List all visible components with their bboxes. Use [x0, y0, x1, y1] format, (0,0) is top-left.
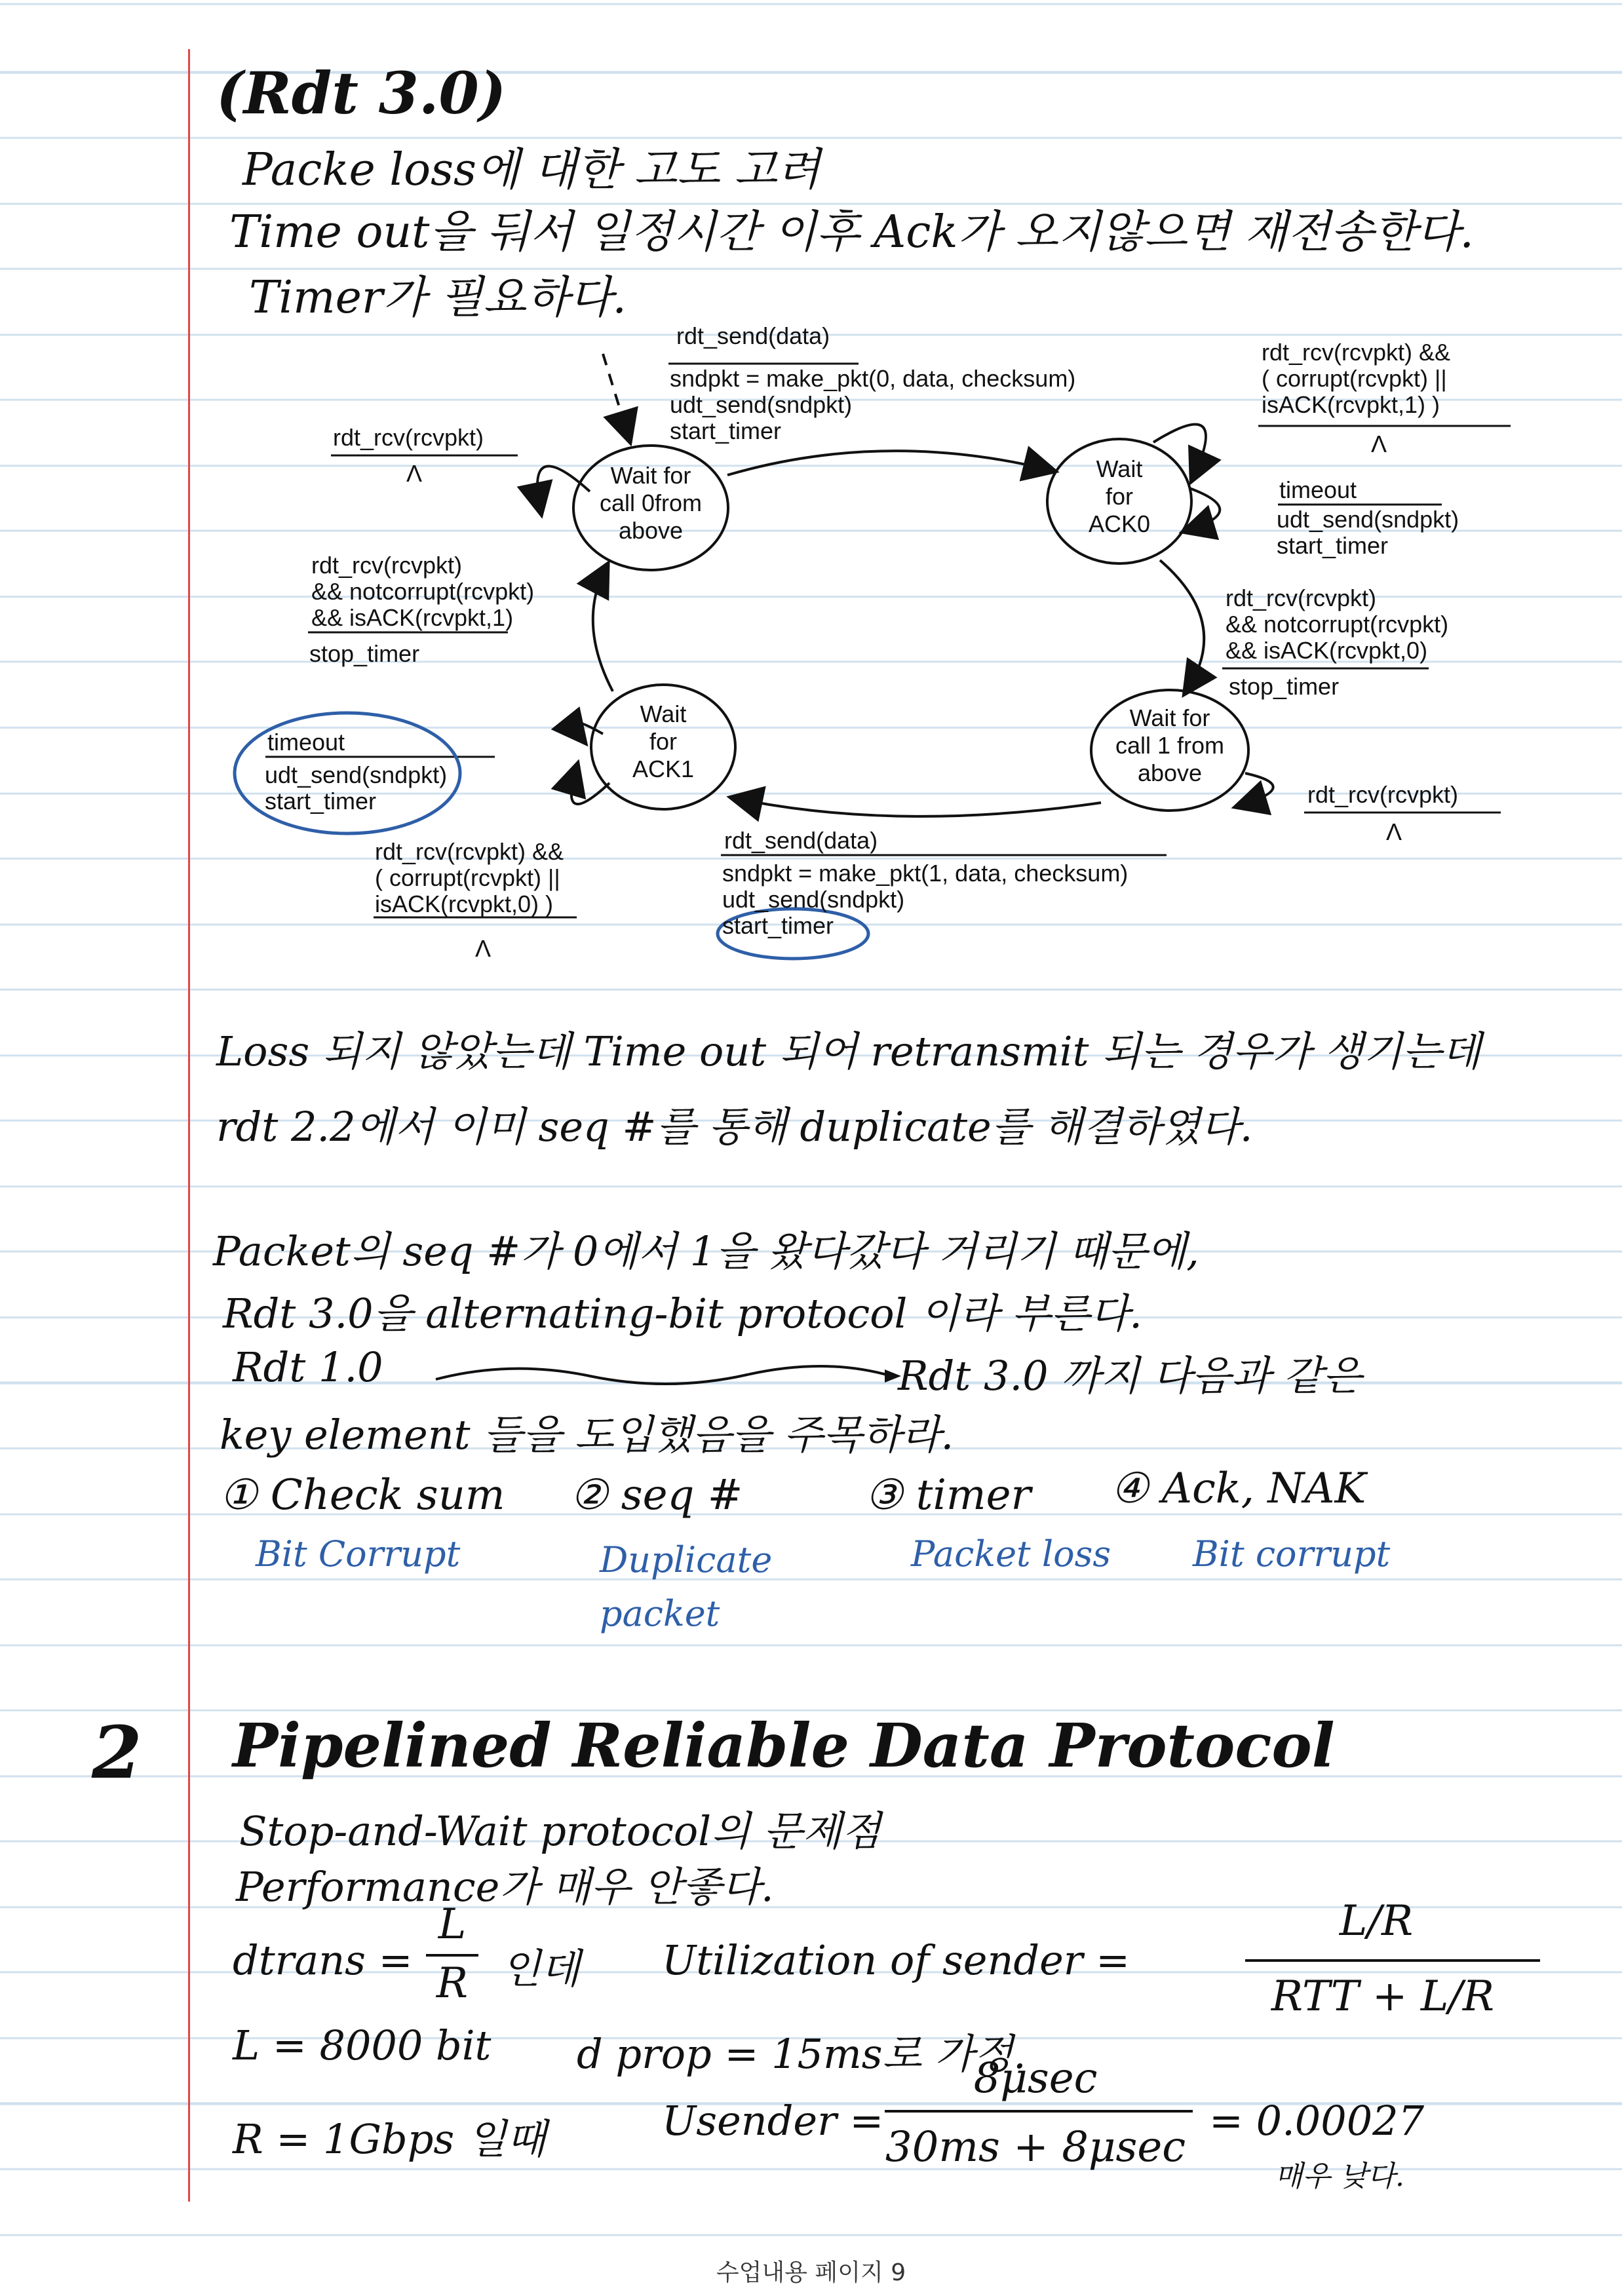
state-wait-ack0-line3: ACK0	[1088, 510, 1151, 537]
state-wait-ack1-line2: for	[649, 728, 678, 755]
state-wait-ack1-line1: Wait	[640, 700, 687, 727]
fsm-top-send-action-2: udt_send(sndpkt)	[670, 391, 853, 418]
dtrans-suffix: 인데	[501, 1945, 580, 1993]
fsm-top-right-event-1: rdt_rcv(rcvpkt) &&	[1262, 339, 1451, 366]
selfloop-ack1-bottom	[571, 767, 609, 804]
selfloop-call1	[1239, 773, 1273, 806]
note-line-3: Packet의 seq #가 0에서 1을 왔다갔다 거리기 때문에,	[213, 1227, 1199, 1275]
fsm-left-mid-event-3: && isACK(rcvpkt,1)	[311, 604, 514, 631]
fsm-right-timeout-action-2: start_timer	[1277, 532, 1389, 559]
fsm-top-send-action-3: start_timer	[670, 417, 782, 444]
fsm-bottom-send-label: rdt_send(data)	[724, 827, 878, 854]
note-line-1: Loss 되지 않았는데 Time out 되어 retransmit 되는 경우가 생기는데	[216, 1027, 1481, 1075]
intro-line-2: Time out을 둬서 일정시간 이후 Ack가 오지않으면 재전송한다.	[229, 206, 1474, 258]
fsm-left-timeout-event: timeout	[267, 729, 345, 756]
section-line-2: Performance가 매우 안좋다.	[236, 1863, 774, 1911]
fsm-right-mid-action: stop_timer	[1229, 673, 1340, 700]
arrow-ack1-to-call0	[593, 567, 613, 691]
fsm-top-send-action-1: sndpkt = make_pkt(0, data, checksum)	[670, 365, 1076, 392]
state-wait-ack1-line3: ACK1	[632, 756, 695, 782]
element-2-label: ② seq #	[570, 1471, 743, 1520]
rdt3-sender-fsm-diagram	[210, 315, 1534, 989]
state-wait-call1-line1: Wait for	[1129, 704, 1210, 731]
fsm-right-mid-event-2: && notcorrupt(rcvpkt)	[1226, 611, 1449, 638]
note-line-4: Rdt 3.0을 alternating-bit protocol 이라 부른다.	[223, 1290, 1142, 1337]
fsm-top-right-event-3: isACK(rcvpkt,1) )	[1262, 391, 1440, 418]
state-wait-call0-line1: Wait for	[610, 462, 691, 489]
element-1-label: ① Check sum	[220, 1471, 505, 1520]
state-wait-call1-line2: call 1 from	[1115, 732, 1225, 759]
margin-line	[188, 49, 190, 2202]
note-line-5: Rdt 1.0	[233, 1343, 383, 1391]
fsm-right-timeout-event: timeout	[1279, 476, 1357, 503]
fsm-left-timeout-action-2: start_timer	[265, 788, 377, 814]
arrow-call1-to-ack1	[734, 798, 1101, 816]
note-line-2: rdt 2.2에서 이미 seq #를 통해 duplicate를 해결하였다.	[216, 1103, 1253, 1151]
element-4-note: Bit corrupt	[1193, 1533, 1391, 1575]
arrow-call0-to-ack0	[727, 451, 1052, 475]
fsm-bottom-left-event-1: rdt_rcv(rcvpkt) &&	[375, 838, 564, 865]
fsm-top-send-label: rdt_send(data)	[676, 322, 830, 349]
assume-dprop: d prop = 15ms로 가정.	[577, 2030, 1026, 2078]
fsm-bottom-send-action-3: start_timer	[722, 912, 834, 939]
fsm-left-timeout-action-1: udt_send(sndpkt)	[265, 761, 448, 788]
fsm-left-mid-event-1: rdt_rcv(rcvpkt)	[311, 552, 463, 579]
note-line-7: key element 들을 도입했음을 주목하라.	[220, 1411, 954, 1459]
intro-line-3: Timer가 필요하다.	[249, 272, 627, 324]
assume-R: R = 1Gbps 일때	[233, 2115, 546, 2163]
dtrans-numerator: L	[438, 1900, 467, 1949]
dtrans-lhs: dtrans =	[233, 1936, 413, 1984]
element-4-label: ④ Ack, NAK	[1111, 1464, 1366, 1513]
wavy-arrow	[433, 1356, 904, 1396]
fsm-bottom-right-lambda: Λ	[1386, 818, 1402, 845]
selfloop-call0	[537, 466, 590, 511]
state-wait-ack0-line2: for	[1105, 483, 1134, 510]
element-1-note: Bit Corrupt	[256, 1533, 461, 1575]
utilization-fraction-bar	[1245, 1959, 1540, 1962]
state-wait-call1-line3: above	[1137, 759, 1203, 786]
section-title: Pipelined Reliable Data Protocol	[233, 1710, 1335, 1781]
selfloop-ack1-top	[573, 722, 603, 740]
fsm-left-top-lambda: Λ	[406, 460, 423, 487]
utilization-label: Utilization of sender =	[662, 1936, 1130, 1984]
usender-fraction-bar	[885, 2110, 1193, 2113]
state-wait-call0-line3: above	[618, 517, 684, 544]
element-2-note: Duplicate packet	[600, 1539, 773, 1634]
usender-result: = 0.00027	[1209, 2097, 1425, 2145]
intro-line-1: Packe loss에 대한 고도 고려	[242, 144, 821, 196]
usender-denominator: 30ms + 8μsec	[885, 2123, 1186, 2172]
fsm-bottom-send-action-2: udt_send(sndpkt)	[722, 886, 905, 913]
fsm-top-right-lambda: Λ	[1371, 430, 1387, 457]
fsm-left-mid-action: stop_timer	[309, 640, 420, 667]
dtrans-denominator: R	[436, 1959, 469, 2008]
state-wait-call0-line2: call 0from	[599, 489, 703, 516]
usender-comment: 매우 낮다.	[1275, 2160, 1404, 2193]
assume-L: L = 8000 bit	[233, 2021, 492, 2069]
fsm-left-top-event: rdt_rcv(rcvpkt)	[333, 424, 484, 451]
utilization-numerator: L/R	[1339, 1897, 1414, 1945]
fsm-bottom-send-action-1: sndpkt = make_pkt(1, data, checksum)	[722, 860, 1129, 887]
arrow-ack0-to-call1	[1160, 560, 1204, 691]
fsm-right-mid-event-3: && isACK(rcvpkt,0)	[1226, 637, 1428, 664]
dtrans-fraction-bar	[426, 1954, 478, 1957]
fsm-bottom-right-event: rdt_rcv(rcvpkt)	[1307, 781, 1459, 808]
usender-label: Usender =	[662, 2097, 884, 2145]
utilization-denominator: RTT + L/R	[1271, 1972, 1495, 2021]
fsm-bottom-left-event-3: isACK(rcvpkt,0) )	[375, 890, 554, 917]
fsm-top-right-event-2: ( corrupt(rcvpkt) ||	[1262, 365, 1447, 392]
page-heading: (Rdt 3.0)	[216, 59, 507, 127]
element-3-label: ③ timer	[865, 1471, 1032, 1520]
initial-arrow	[603, 354, 629, 439]
fsm-left-mid-event-2: && notcorrupt(rcvpkt)	[311, 578, 535, 605]
fsm-bottom-left-lambda: Λ	[475, 935, 492, 962]
note-line-6: Rdt 3.0 까지 다음과 같은	[898, 1352, 1362, 1400]
fsm-bottom-left-event-2: ( corrupt(rcvpkt) ||	[375, 864, 560, 891]
section-line-1: Stop-and-Wait protocol의 문제점	[239, 1807, 881, 1855]
state-wait-ack0-line1: Wait	[1096, 455, 1143, 482]
usender-numerator: 8μsec	[973, 2054, 1098, 2103]
page-footer: 수업내용 페이지 9	[716, 2259, 906, 2286]
element-3-note: Packet loss	[911, 1533, 1111, 1575]
section-number: 2	[92, 1710, 142, 1795]
fsm-right-timeout-action-1: udt_send(sndpkt)	[1277, 506, 1459, 533]
fsm-right-mid-event-1: rdt_rcv(rcvpkt)	[1226, 584, 1377, 611]
